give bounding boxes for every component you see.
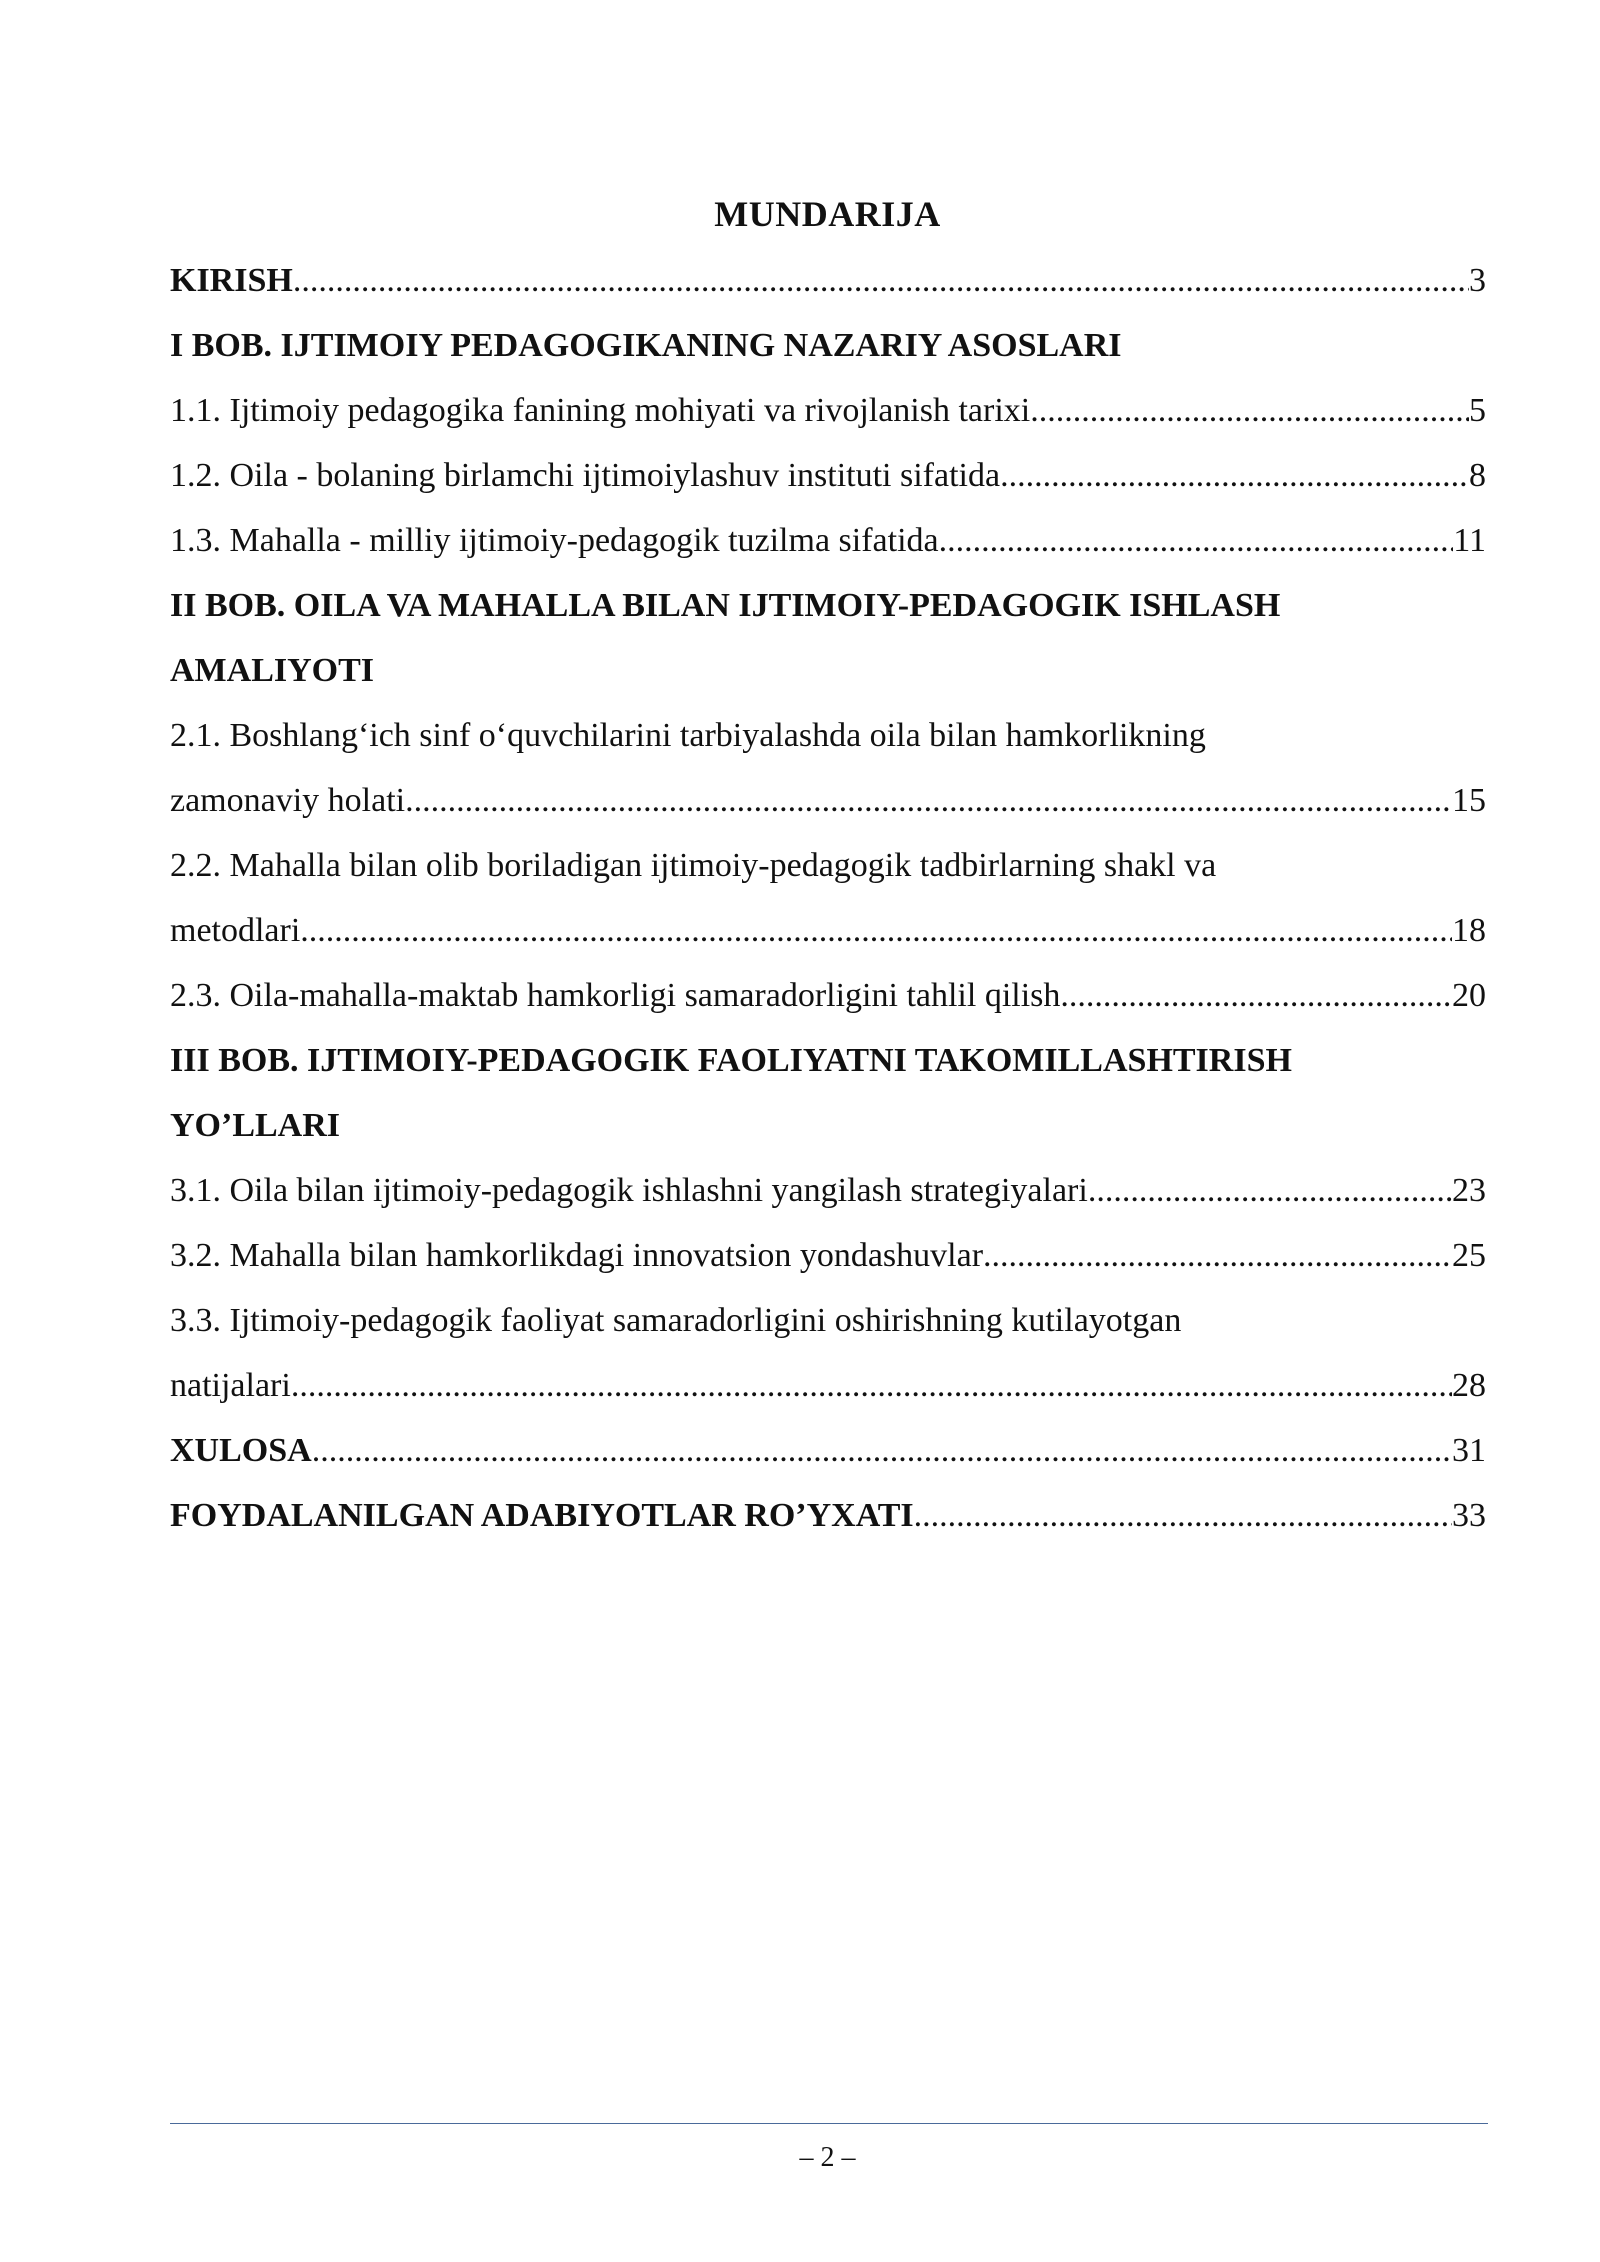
toc-entry bbox=[170, 1223, 1486, 1288]
toc-page-number: 33 bbox=[1452, 1497, 1486, 1534]
dot-leader bbox=[1060, 963, 1452, 1028]
toc-page-number: 11 bbox=[1453, 522, 1486, 559]
toc-entry-text: III BOB. IJTIMOIY-PEDAGOGIK FAOLIYATNI TAKOMILLASHTIRISH bbox=[170, 1042, 1292, 1079]
toc-entry bbox=[170, 833, 1486, 898]
toc-entry-text: metodlari bbox=[170, 912, 301, 949]
toc-entry bbox=[170, 313, 1486, 378]
toc-entry bbox=[170, 1418, 1486, 1483]
dot-leader bbox=[1088, 1158, 1452, 1223]
toc-entry-text: FOYDALANILGAN ADABIYOTLAR RO’YXATI bbox=[170, 1497, 914, 1534]
toc-entry-text: XULOSA bbox=[170, 1432, 312, 1469]
toc-entry-text: AMALIYOTI bbox=[170, 652, 375, 689]
dot-leader bbox=[291, 1353, 1452, 1418]
toc-entry bbox=[170, 573, 1486, 638]
toc-page-number: 20 bbox=[1452, 977, 1486, 1014]
toc-entry bbox=[170, 768, 1486, 833]
toc-entry bbox=[170, 248, 1486, 313]
dot-leader bbox=[293, 248, 1469, 313]
toc-page-number: 15 bbox=[1452, 782, 1486, 819]
toc-entry-text: 3.2. Mahalla bilan hamkorlikdagi innovatsion yondashuvlar bbox=[170, 1237, 984, 1274]
toc-title: MUNDARIJA bbox=[714, 194, 941, 234]
toc-entry-text: 2.1. Boshlang‘ich sinf o‘quvchilarini tarbiyalashda oila bilan hamkorlikning bbox=[170, 717, 1206, 754]
toc-entry bbox=[170, 1028, 1486, 1093]
toc-entry-text: KIRISH bbox=[170, 262, 293, 299]
toc-entry-text: 3.1. Oila bilan ijtimoiy-pedagogik ishlashni yangilash strategiyalari bbox=[170, 1172, 1088, 1209]
toc-entry bbox=[170, 1093, 1486, 1158]
toc-page-number: 23 bbox=[1452, 1172, 1486, 1209]
toc-entry-text: I BOB. IJTIMOIY PEDAGOGIKANING NAZARIY ASOSLARI bbox=[170, 327, 1122, 364]
toc-entry bbox=[170, 703, 1486, 768]
toc-entry bbox=[170, 638, 1486, 703]
toc-entry-text: 1.3. Mahalla - milliy ijtimoiy-pedagogik tuzilma sifatida bbox=[170, 522, 939, 559]
toc-entry bbox=[170, 508, 1486, 573]
toc-entry bbox=[170, 1483, 1486, 1548]
dot-leader bbox=[405, 768, 1452, 833]
toc-entry bbox=[170, 1288, 1486, 1353]
toc-entry-text: zamonaviy holati bbox=[170, 782, 406, 819]
toc-entry-text: 2.2. Mahalla bilan olib boriladigan ijtimoiy-pedagogik tadbirlarning shakl va bbox=[170, 847, 1217, 884]
footer-divider bbox=[170, 2123, 1488, 2124]
toc-entry-text: 2.3. Oila-mahalla-maktab hamkorligi samaradorligini tahlil qilish bbox=[170, 977, 1061, 1014]
toc-entry-text: 1.2. Oila - bolaning birlamchi ijtimoiylashuv instituti sifatida bbox=[170, 457, 1001, 494]
dot-leader bbox=[1030, 378, 1469, 443]
dot-leader bbox=[914, 1483, 1452, 1548]
toc-entry-text: YO’LLARI bbox=[170, 1107, 341, 1144]
dot-leader bbox=[939, 508, 1454, 573]
toc-page-number: 25 bbox=[1452, 1237, 1486, 1274]
toc-page-number: 18 bbox=[1452, 912, 1486, 949]
toc-page-number: 31 bbox=[1452, 1432, 1486, 1469]
toc-entry-text: 1.1. Ijtimoiy pedagogika fanining mohiyati va rivojlanish tarixi bbox=[170, 392, 1031, 429]
table-of-contents bbox=[170, 248, 1486, 1548]
toc-page-number: 5 bbox=[1469, 392, 1486, 429]
toc-entry-text: natijalari bbox=[170, 1367, 291, 1404]
toc-entry bbox=[170, 1158, 1486, 1223]
toc-entry bbox=[170, 443, 1486, 508]
toc-page-number: 28 bbox=[1452, 1367, 1486, 1404]
footer-page-number: – 2 – bbox=[799, 2142, 856, 2173]
dot-leader bbox=[312, 1418, 1452, 1483]
dot-leader bbox=[1000, 443, 1469, 508]
toc-entry bbox=[170, 1353, 1486, 1418]
toc-page-number: 8 bbox=[1469, 457, 1486, 494]
toc-entry-text: 3.3. Ijtimoiy-pedagogik faoliyat samaradorligini oshirishning kutilayotgan bbox=[170, 1302, 1182, 1339]
dot-leader bbox=[983, 1223, 1452, 1288]
toc-page-number: 3 bbox=[1469, 262, 1486, 299]
toc-entry bbox=[170, 898, 1486, 963]
toc-entry bbox=[170, 963, 1486, 1028]
toc-entry-text: II BOB. OILA VA MAHALLA BILAN IJTIMOIY-PEDAGOGIK ISHLASH bbox=[170, 587, 1281, 624]
toc-entry bbox=[170, 378, 1486, 443]
dot-leader bbox=[300, 898, 1452, 963]
